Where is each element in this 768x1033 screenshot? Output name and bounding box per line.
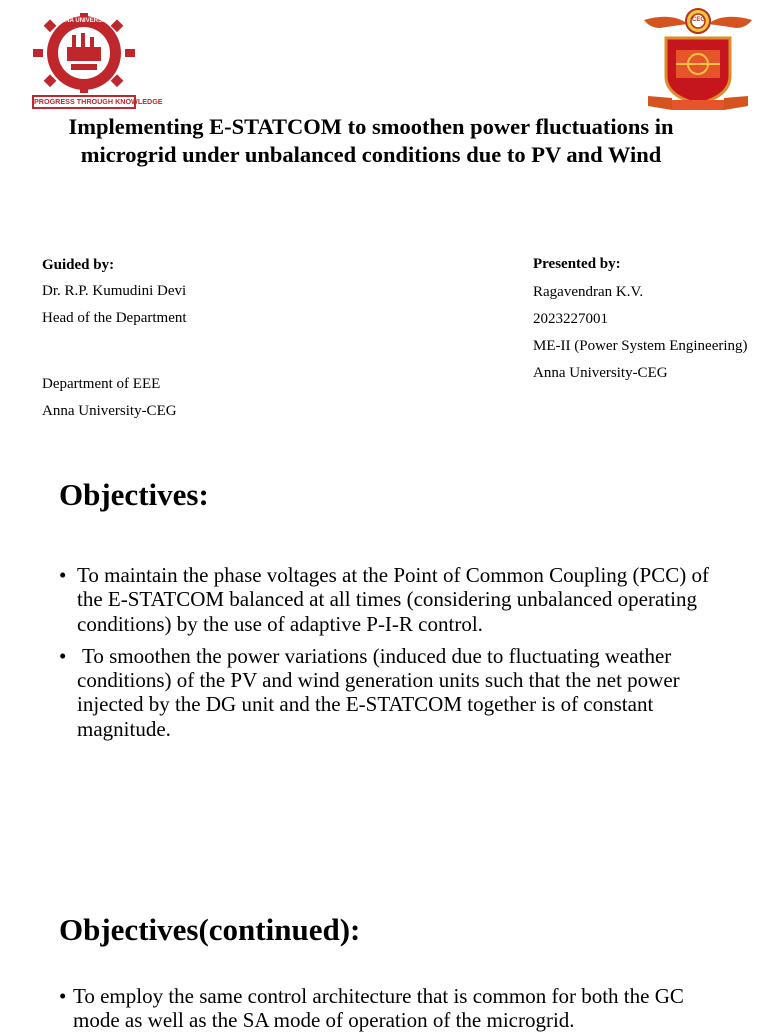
guided-by-heading: Guided by:: [42, 257, 115, 273]
objectives-heading: Objectives:: [59, 477, 209, 512]
ceg-emblem-logo: [642, 6, 754, 114]
slide-title: Implementing E-STATCOM to smoothen power fluctuations in microgrid under unbalanced conditions due to PV and Wind: [68, 114, 674, 167]
presenter-name: Ragavendran K.V.: [533, 284, 644, 300]
guide-department: Department of EEE: [42, 376, 161, 392]
bullet-dot-icon: •: [59, 984, 67, 1008]
bullet-dot-icon: •: [59, 643, 67, 668]
guide-role: Head of the Department: [42, 310, 187, 326]
objectives-continued-list: [59, 984, 719, 1033]
objective-text: To maintain the phase voltages at the Point of Common Coupling (PCC) of the E-STATCOM balanced at all times (considering unbalanced operating conditions) by the use of adaptive P-I-R control.: [77, 563, 709, 636]
ceg-emblem-motto: CEG: [692, 17, 706, 23]
guide-university: Anna University-CEG: [42, 403, 177, 419]
presenter-university: Anna University-CEG: [533, 365, 668, 381]
objective-item: [59, 644, 719, 741]
objectives-continued-heading: Objectives(continued):: [59, 912, 361, 947]
objective-item: [59, 984, 719, 1033]
anna-university-banner-text: PROGRESS THROUGH KNOWLEDGE: [34, 97, 163, 106]
objective-item: [59, 563, 719, 636]
anna-university-ring-text: ANNA UNIVERSITY: [56, 18, 112, 24]
bullet-dot-icon: •: [59, 563, 67, 587]
objective-text: To smoothen the power variations (induced due to fluctuating weather conditions) of the PV and wind generation units such that the net power injected by the DG unit and the E-STATCOM together is of constant magnitude.: [77, 643, 680, 741]
objective-text: To employ the same control architecture that is common for both the GC mode as well as the SA mode of operation of the microgrid.: [73, 984, 684, 1033]
presented-by-heading: Presented by:: [533, 256, 621, 272]
objectives-list: [59, 563, 719, 741]
anna-university-logo: [29, 13, 163, 111]
guide-name: Dr. R.P. Kumudini Devi: [42, 283, 187, 299]
presenter-program: ME-II (Power System Engineering): [533, 338, 748, 354]
presenter-roll-number: 2023227001: [533, 311, 608, 327]
